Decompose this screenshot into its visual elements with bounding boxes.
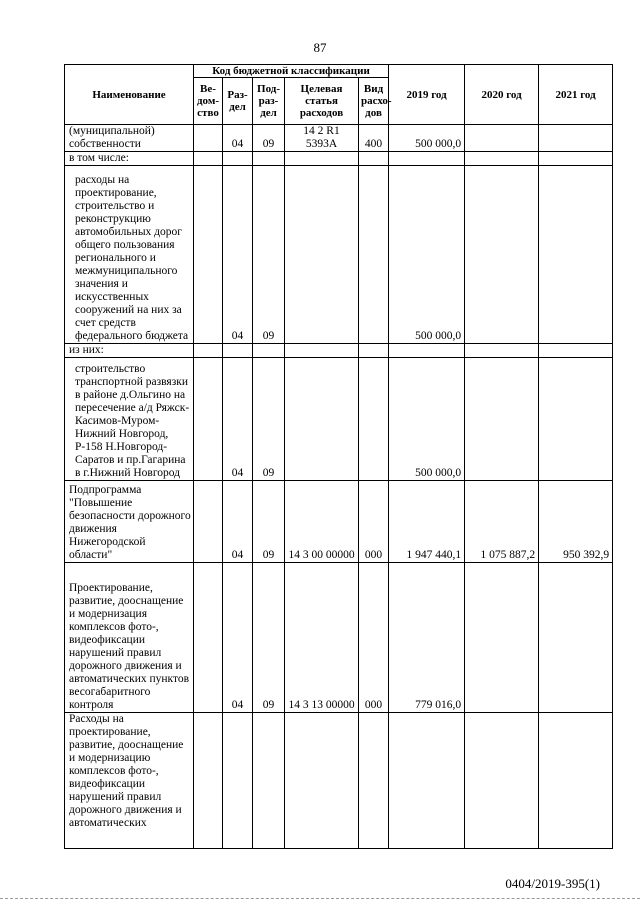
row-2019: 500 000,0 bbox=[389, 125, 465, 152]
row-2019 bbox=[389, 344, 465, 358]
header-expense-type: Вид расхо-дов bbox=[359, 78, 389, 125]
row-2020 bbox=[465, 125, 539, 152]
row-razdel: 04 bbox=[223, 125, 253, 152]
row-expense-type bbox=[359, 166, 389, 344]
row-ved bbox=[194, 125, 223, 152]
row-name: Подпрограмма "Повышение безопасности дорожного движения Нижегородской области" bbox=[65, 481, 194, 563]
row-expense-type: 000 bbox=[359, 481, 389, 563]
row-target-article bbox=[285, 358, 359, 481]
row-2019: 1 947 440,1 bbox=[389, 481, 465, 563]
row-podrazdel bbox=[253, 713, 285, 849]
row-name: в том числе: bbox=[65, 152, 194, 166]
row-ved bbox=[194, 152, 223, 166]
row-2020: 1 075 887,2 bbox=[465, 481, 539, 563]
table-row bbox=[65, 358, 613, 481]
row-expense-type bbox=[359, 358, 389, 481]
table-row bbox=[65, 563, 613, 713]
row-target-article bbox=[285, 152, 359, 166]
row-razdel: 04 bbox=[223, 166, 253, 344]
row-2021 bbox=[539, 358, 613, 481]
row-2019 bbox=[389, 713, 465, 849]
row-2019 bbox=[389, 152, 465, 166]
row-2019: 779 016,0 bbox=[389, 563, 465, 713]
row-2020 bbox=[465, 563, 539, 713]
row-name bbox=[65, 166, 194, 344]
row-podrazdel bbox=[253, 152, 285, 166]
row-name: Проектирование, развитие, дооснащение и модернизация комплексов фото-, видеофиксации нарушений правил дорожного движения и автоматических пунктов весогабаритного контроля bbox=[65, 563, 194, 713]
row-2020 bbox=[465, 152, 539, 166]
row-ved bbox=[194, 358, 223, 481]
row-2020 bbox=[465, 358, 539, 481]
row-2021: 950 392,9 bbox=[539, 481, 613, 563]
row-podrazdel bbox=[253, 344, 285, 358]
row-ved bbox=[194, 563, 223, 713]
row-ved bbox=[194, 344, 223, 358]
row-name: из них: bbox=[65, 344, 194, 358]
row-target-article: 14 3 00 00000 bbox=[285, 481, 359, 563]
row-2020 bbox=[465, 713, 539, 849]
row-razdel: 04 bbox=[223, 563, 253, 713]
row-2021 bbox=[539, 344, 613, 358]
header-razdel: Раз-дел bbox=[223, 78, 253, 125]
row-2021 bbox=[539, 563, 613, 713]
row-2021 bbox=[539, 125, 613, 152]
row-ved bbox=[194, 166, 223, 344]
row-name-text: расходы на проектирование, строительство и реконструкцию автомобильных дорог общего пользования регионального и межмуниципального значения и искусственных сооружений на них за счет средств федерального бюджета bbox=[75, 174, 189, 342]
row-name bbox=[65, 358, 194, 481]
table-row bbox=[65, 481, 613, 563]
table-row bbox=[65, 344, 613, 358]
header-vedomstvo: Ве-дом-ство bbox=[194, 78, 223, 125]
table-row bbox=[65, 125, 613, 152]
row-target-article: 14 2 R1 5393A bbox=[285, 125, 359, 152]
table-row bbox=[65, 713, 613, 849]
row-2021 bbox=[539, 713, 613, 849]
header-2021: 2021 год bbox=[539, 65, 613, 125]
row-podrazdel: 09 bbox=[253, 358, 285, 481]
row-ved bbox=[194, 713, 223, 849]
header-name: Наименование bbox=[65, 65, 194, 125]
page-number: 87 bbox=[313, 40, 327, 55]
row-razdel bbox=[223, 713, 253, 849]
document-code: 0404/2019-395(1) bbox=[505, 876, 600, 891]
row-expense-type: 000 bbox=[359, 563, 389, 713]
row-2021 bbox=[539, 166, 613, 344]
header-2019: 2019 год bbox=[389, 65, 465, 125]
row-2021 bbox=[539, 152, 613, 166]
header-podrazdel: Под-раз-дел bbox=[253, 78, 285, 125]
row-name: (муниципальной) собственности bbox=[65, 125, 194, 152]
row-podrazdel: 09 bbox=[253, 481, 285, 563]
row-target-article: 14 3 13 00000 bbox=[285, 563, 359, 713]
row-name: Расходы на проектирование, развитие, дооснащение и модернизацию комплексов фото-, видеофиксации нарушений правил дорожного движения и автоматических bbox=[65, 713, 194, 849]
budget-table bbox=[64, 64, 613, 849]
row-expense-type bbox=[359, 344, 389, 358]
row-razdel bbox=[223, 344, 253, 358]
table-row bbox=[65, 152, 613, 166]
row-2019: 500 000,0 bbox=[389, 166, 465, 344]
row-2020 bbox=[465, 166, 539, 344]
row-expense-type: 400 bbox=[359, 125, 389, 152]
row-podrazdel: 09 bbox=[253, 166, 285, 344]
row-expense-type bbox=[359, 152, 389, 166]
header-budget-code: Код бюджетной классификации bbox=[194, 65, 389, 78]
row-2020 bbox=[465, 344, 539, 358]
row-podrazdel: 09 bbox=[253, 125, 285, 152]
row-target-article bbox=[285, 344, 359, 358]
row-podrazdel: 09 bbox=[253, 563, 285, 713]
row-razdel bbox=[223, 152, 253, 166]
row-expense-type bbox=[359, 713, 389, 849]
row-target-article bbox=[285, 713, 359, 849]
table-row bbox=[65, 166, 613, 344]
row-ved bbox=[194, 481, 223, 563]
row-2019: 500 000,0 bbox=[389, 358, 465, 481]
row-razdel: 04 bbox=[223, 358, 253, 481]
header-target-article: Целевая статья расходов bbox=[285, 78, 359, 125]
scan-edge-line bbox=[0, 898, 640, 899]
header-2020: 2020 год bbox=[465, 65, 539, 125]
row-razdel: 04 bbox=[223, 481, 253, 563]
row-target-article bbox=[285, 166, 359, 344]
row-name-text: строительство транспортной развязки в районе д.Ольгино на пересечение а/д Ряжск-Касимов-Муром-Нижний Новгород, Р-158 Н.Новгород-Саратов и пр.Гагарина в г.Нижний Новгород bbox=[75, 363, 190, 479]
